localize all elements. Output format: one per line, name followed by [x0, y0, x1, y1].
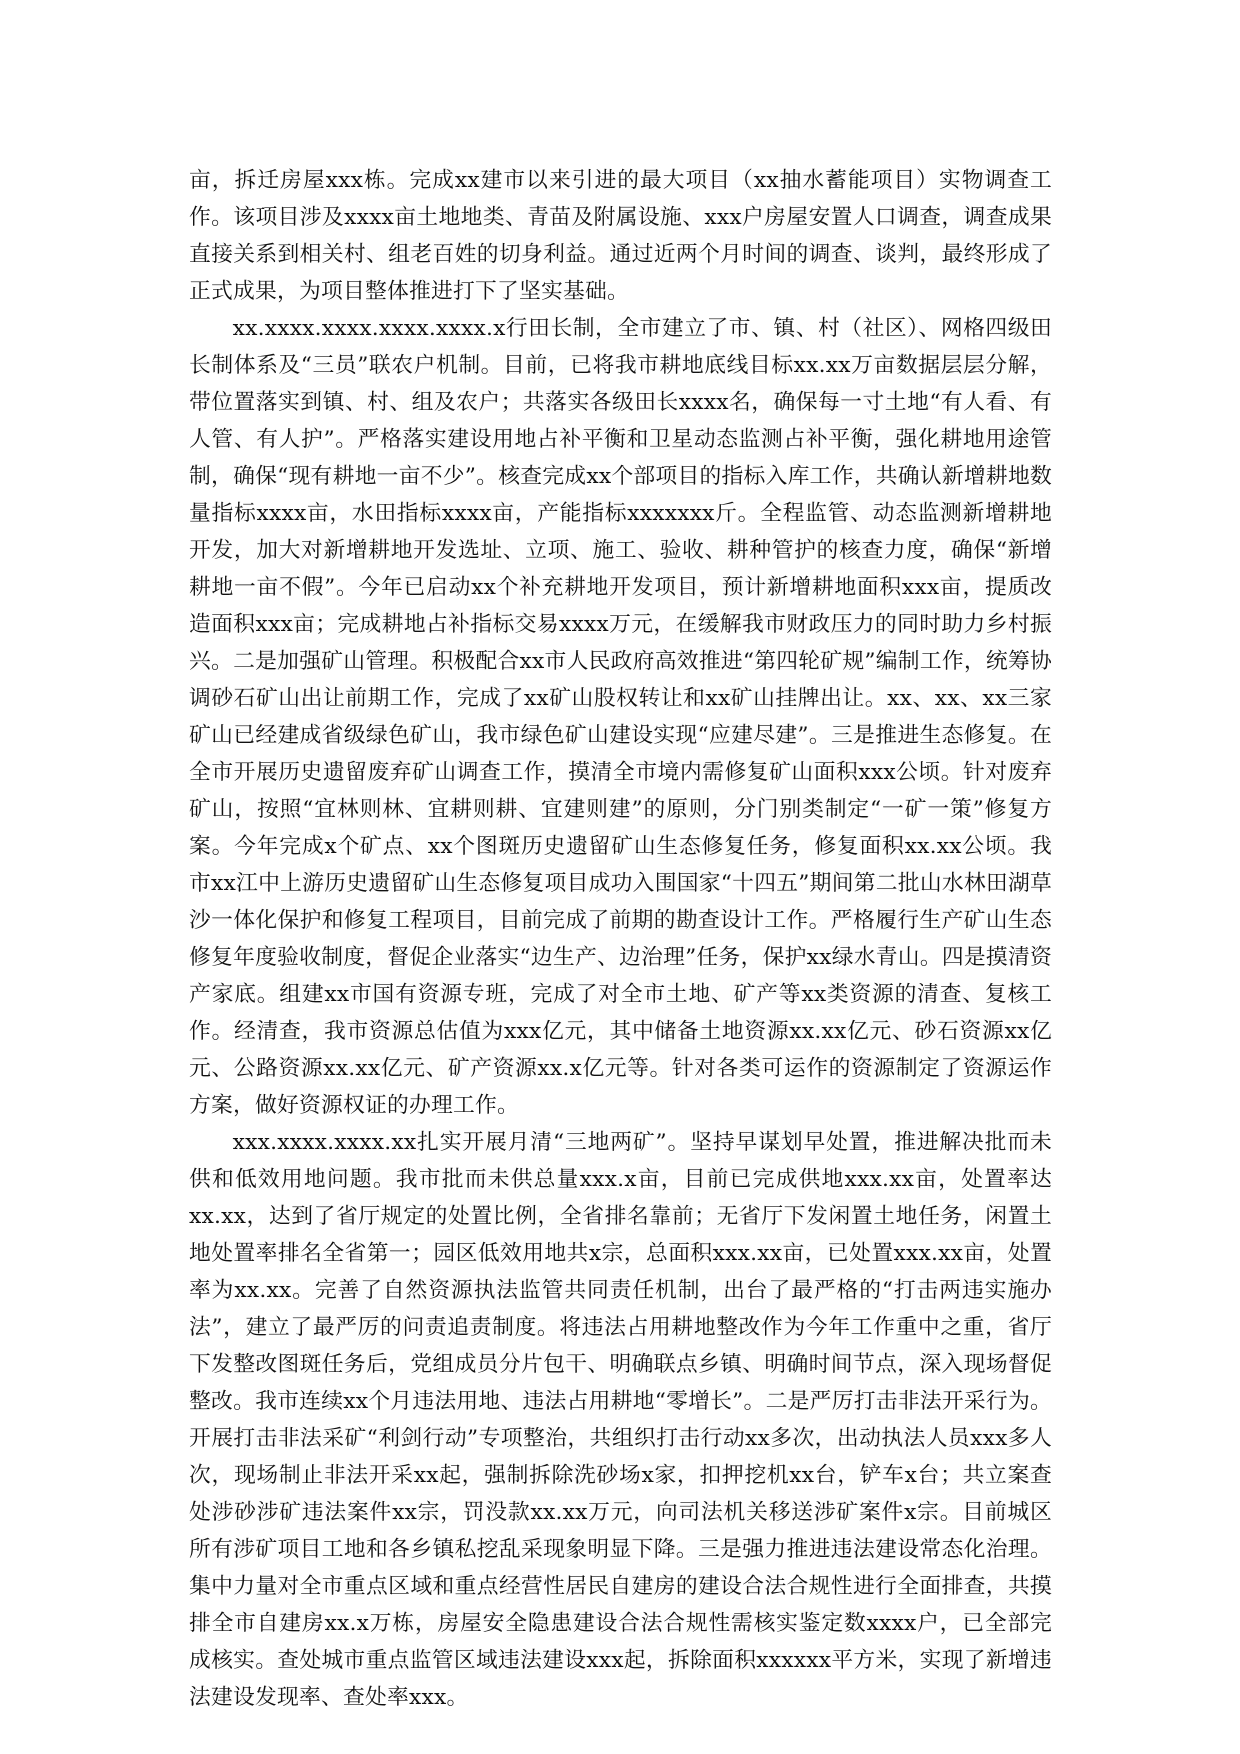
paragraph-continuation: 亩，拆迁房屋xxx栋。完成xx建市以来引进的最大项目（xx抽水蓄能项目）实物调查工作。该项目涉及xxxx亩土地地类、青苗及附属设施、xxx户房屋安置人口调查，调查成果直接关系到相关村、组老百姓的切身利益。通过近两个月时间的调查、谈判，最终形成了正式成果，为项目整体推进打下了坚实基础。: [189, 168, 1052, 304]
document-body: [189, 162, 1052, 1716]
paragraph-land-enforcement: xxx.xxxx.xxxx.xx扎实开展月清“三地两矿”。坚持早谋划早处置，推进解决批而未供和低效用地问题。我市批而未供总量xxx.x亩，目前已完成供地xxx.xx亩，处置率达xx.xx，达到了省厅规定的处置比例，全省排名靠前；无省厅下发闲置土地任务，闲置土地处置率排名全省第一；园区低效用地共x宗，总面积xxx.xx亩，已处置xxx.xx亩，处置率为xx.xx。完善了自然资源执法监管共同责任机制，出台了最严格的“打击两违实施办法”，建立了最严厉的问责追责制度。将违法占用耕地整改作为今年工作重中之重，省厅下发整改图斑任务后，党组成员分片包干、明确联点乡镇、明确时间节点，深入现场督促整改。我市连续xx个月违法用地、违法占用耕地“零增长”。二是严厉打击非法开采行为。开展打击非法采矿“利剑行动”专项整治，共组织打击行动xx多次，出动执法人员xxx多人次，现场制止非法开采xx起，强制拆除洗砂场x家，扣押挖机xx台，铲车x台；共立案查处涉砂涉矿违法案件xx宗，罚没款xx.xx万元，向司法机关移送涉矿案件x宗。目前城区所有涉矿项目工地和各乡镇私挖乱采现象明显下降。三是强力推进违法建设常态化治理。集中力量对全市重点区域和重点经营性居民自建房的建设合法合规性进行全面排查，共摸排全市自建房xx.x万栋，房屋安全隐患建设合法合规性需核实鉴定数xxxx户，已全部完成核实。查处城市重点监管区域违法建设xxx起，拆除面积xxxxxx平方米，实现了新增违法建设发现率、查处率xxx。: [189, 1130, 1052, 1710]
paragraph-farmland-protection: xx.xxxx.xxxx.xxxx.xxxx.x行田长制，全市建立了市、镇、村（社区）、网格四级田长制体系及“三员”联农户机制。目前，已将我市耕地底线目标xx.xx万亩数据层层分解，带位置落实到镇、村、组及农户；共落实各级田长xxxx名，确保每一寸土地“有人看、有人管、有人护”。严格落实建设用地占补平衡和卫星动态监测占补平衡，强化耕地用途管制，确保“现有耕地一亩不少”。核查完成xx个部项目的指标入库工作，共确认新增耕地数量指标xxxx亩，水田指标xxxx亩，产能指标xxxxxxx斤。全程监管、动态监测新增耕地开发，加大对新增耕地开发选址、立项、施工、验收、耕种管护的核查力度，确保“新增耕地一亩不假”。今年已启动xx个补充耕地开发项目，预计新增耕地面积xxx亩，提质改造面积xxx亩；完成耕地占补指标交易xxxx万元，在缓解我市财政压力的同时助力乡村振兴。二是加强矿山管理。积极配合xx市人民政府高效推进“第四轮矿规”编制工作，统筹协调砂石矿山出让前期工作，完成了xx矿山股权转让和xx矿山挂牌出让。xx、xx、xx三家矿山已经建成省级绿色矿山，我市绿色矿山建设实现“应建尽建”。三是推进生态修复。在全市开展历史遗留废弃矿山调查工作，摸清全市境内需修复矿山面积xxx公顷。针对废弃矿山，按照“宜林则林、宜耕则耕、宜建则建”的原则，分门别类制定“一矿一策”修复方案。今年完成x个矿点、xx个图斑历史遗留矿山生态修复任务，修复面积xx.xx公顷。我市xx江中上游历史遗留矿山生态修复项目成功入围国家“十四五”期间第二批山水林田湖草沙一体化保护和修复工程项目，目前完成了前期的勘查设计工作。严格履行生产矿山生态修复年度验收制度，督促企业落实“边生产、边治理”任务，保护xx绿水青山。四是摸清资产家底。组建xx市国有资源专班，完成了对全市土地、矿产等xx类资源的清查、复核工作。经清查，我市资源总估值为xxx亿元，其中储备土地资源xx.xx亿元、砂石资源xx亿元、公路资源xx.xx亿元、矿产资源xx.x亿元等。针对各类可运作的资源制定了资源运作方案，做好资源权证的办理工作。: [189, 316, 1052, 1118]
